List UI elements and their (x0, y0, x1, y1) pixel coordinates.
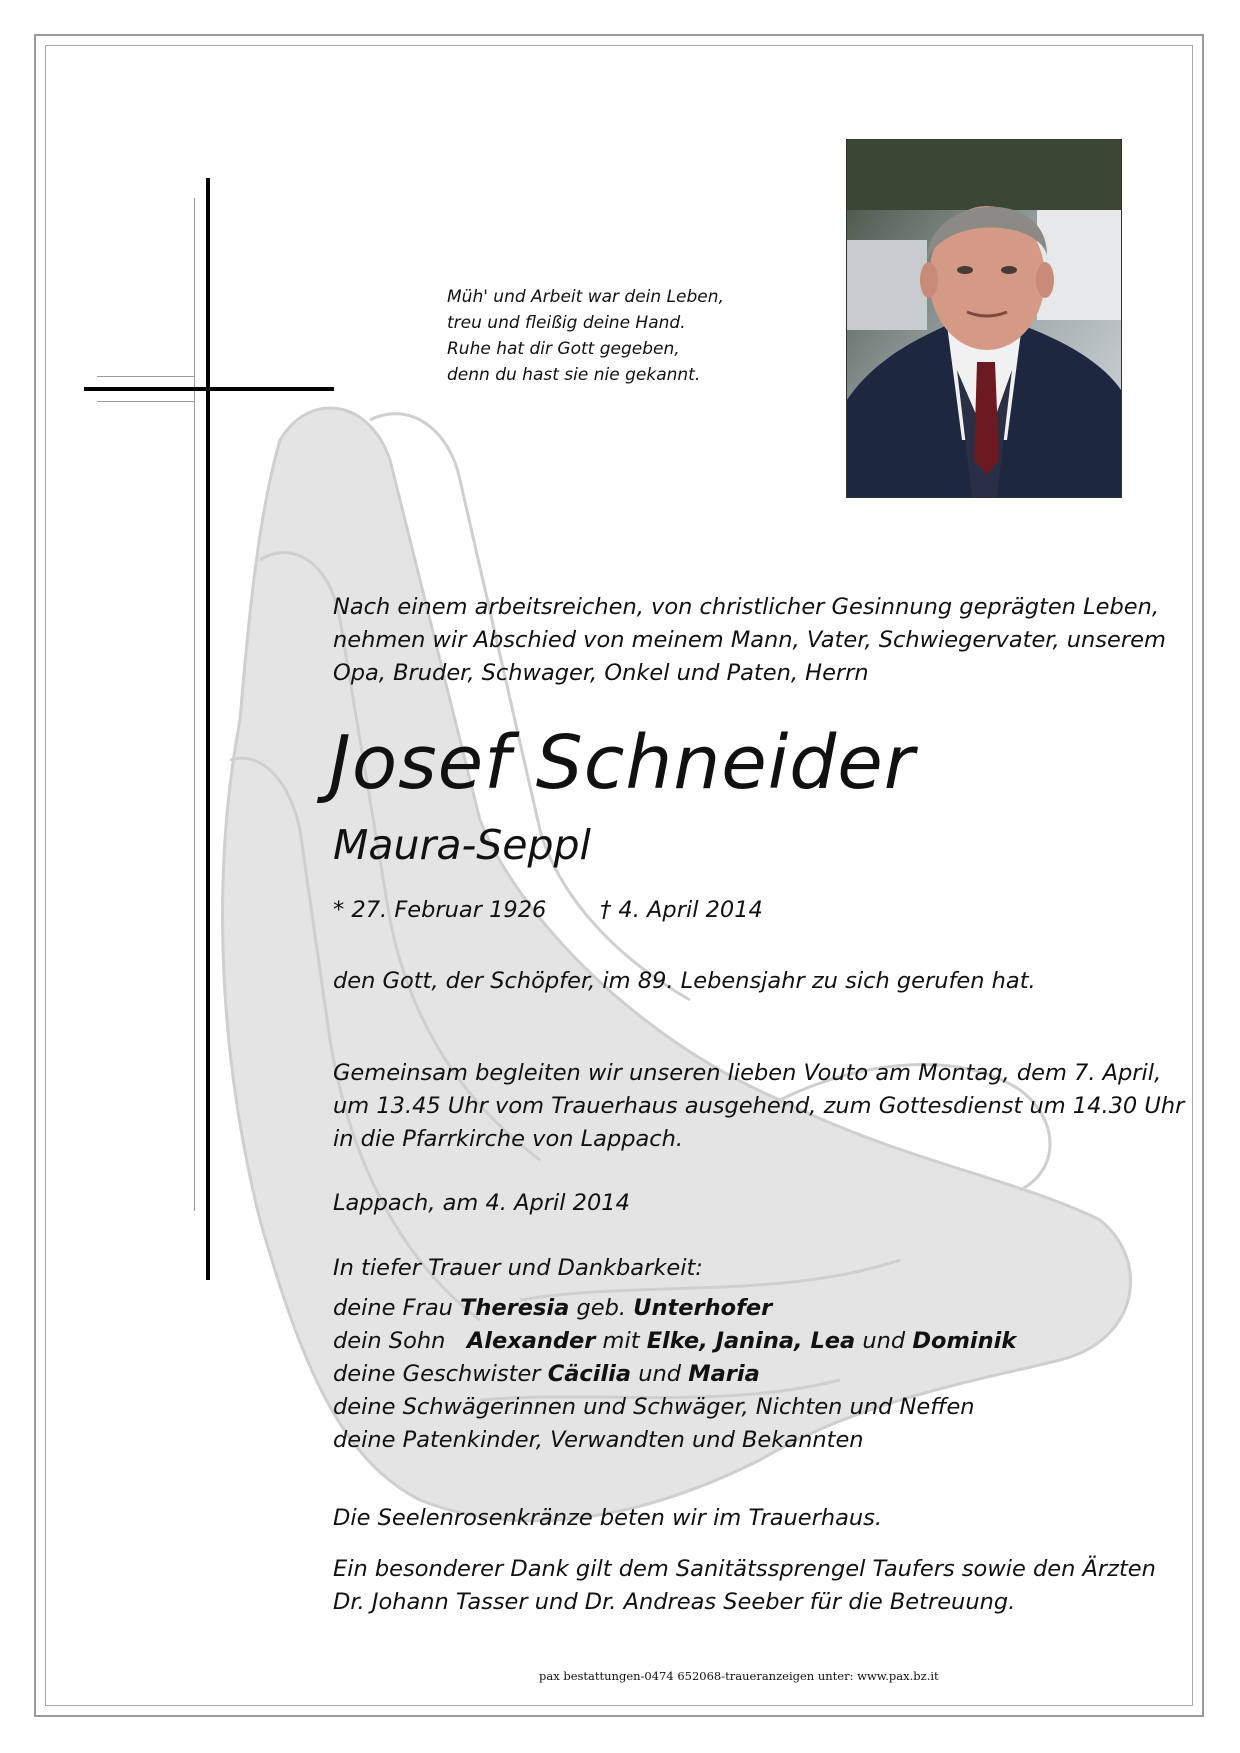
footer-credit: pax bestattungen-0474 652068-traueranzeigen unter: www.pax.bz.it (539, 1669, 939, 1683)
cross-vertical-bar (206, 178, 210, 1280)
son-family-last: Dominik (912, 1328, 1017, 1354)
cross-shadow-horizontal-bottom (97, 401, 194, 402)
deceased-name: Josef Schneider (329, 720, 916, 806)
deceased-nickname: Maura-Seppl (333, 821, 591, 869)
verse-line: Ruhe hat dir Gott gegeben, (447, 339, 680, 359)
intro-line: Nach einem arbeitsreichen, von christlicher Gesinnung geprägten Leben, (333, 594, 1160, 620)
funeral-paragraph (333, 1057, 1184, 1156)
son-name: Alexander (466, 1328, 596, 1354)
funeral-line: in die Pfarrkirche von Lappach. (333, 1126, 684, 1152)
intro-line: nehmen wir Abschied von meinem Mann, Vater, Schwiegervater, unserem (333, 627, 1166, 653)
verse-line: treu und fleißig deine Hand. (447, 313, 686, 333)
place-date: Lappach, am 4. April 2014 (333, 1190, 630, 1216)
wife-name: Theresia (460, 1295, 570, 1321)
death-date: † 4. April 2014 (600, 897, 763, 923)
cross-shadow-vertical (194, 198, 195, 1211)
wife-maiden-name: Unterhofer (633, 1295, 773, 1321)
cross-horizontal-bar (84, 387, 334, 391)
life-dates (333, 897, 763, 923)
mourner-line-son: dein Sohn Alexander mit Elke, Janina, Lea und Dominik (333, 1328, 1017, 1354)
funeral-line: Gemeinsam begleiten wir unseren lieben Vouto am Montag, dem 7. April, (333, 1060, 1162, 1086)
mourner-line-siblings: deine Geschwister Cäcilia und Maria (333, 1361, 760, 1387)
portrait-photo (846, 139, 1122, 498)
birth-date: * 27. Februar 1926 (333, 897, 547, 923)
thanks-line: Dr. Johann Tasser und Dr. Andreas Seeber für die Betreuung. (333, 1589, 1016, 1615)
intro-paragraph (333, 591, 1166, 690)
son-family-names: Elke, Janina, Lea (646, 1328, 856, 1354)
memorial-verse (447, 284, 724, 388)
mourners-list (333, 1292, 1016, 1457)
funeral-line: um 13.45 Uhr vom Trauerhaus ausgehend, zum Gottesdienst um 14.30 Uhr (333, 1093, 1185, 1119)
thanks-paragraph (333, 1553, 1156, 1619)
intro-line: Opa, Bruder, Schwager, Onkel und Paten, Herrn (333, 660, 869, 686)
thanks-line: Ein besonderer Dank gilt dem Sanitätssprengel Taufers sowie den Ärzten (333, 1556, 1156, 1582)
sibling-name: Maria (688, 1361, 760, 1387)
called-sentence: den Gott, der Schöpfer, im 89. Lebensjahr zu sich gerufen hat. (333, 968, 1036, 994)
mourner-line-godchildren: deine Patenkinder, Verwandten und Bekannten (333, 1427, 864, 1453)
mourner-line-wife: deine Frau Theresia geb. Unterhofer (333, 1295, 773, 1321)
verse-line: denn du hast sie nie gekannt. (447, 365, 701, 385)
mourners-heading: In tiefer Trauer und Dankbarkeit: (333, 1255, 703, 1281)
verse-line: Müh' und Arbeit war dein Leben, (447, 287, 724, 307)
cross-shadow-horizontal-top (97, 376, 194, 377)
mourner-line-inlaws: deine Schwägerinnen und Schwäger, Nichten und Neffen (333, 1394, 975, 1420)
sibling-name: Cäcilia (547, 1361, 632, 1387)
rosary-note: Die Seelenrosenkränze beten wir im Trauerhaus. (333, 1505, 883, 1531)
